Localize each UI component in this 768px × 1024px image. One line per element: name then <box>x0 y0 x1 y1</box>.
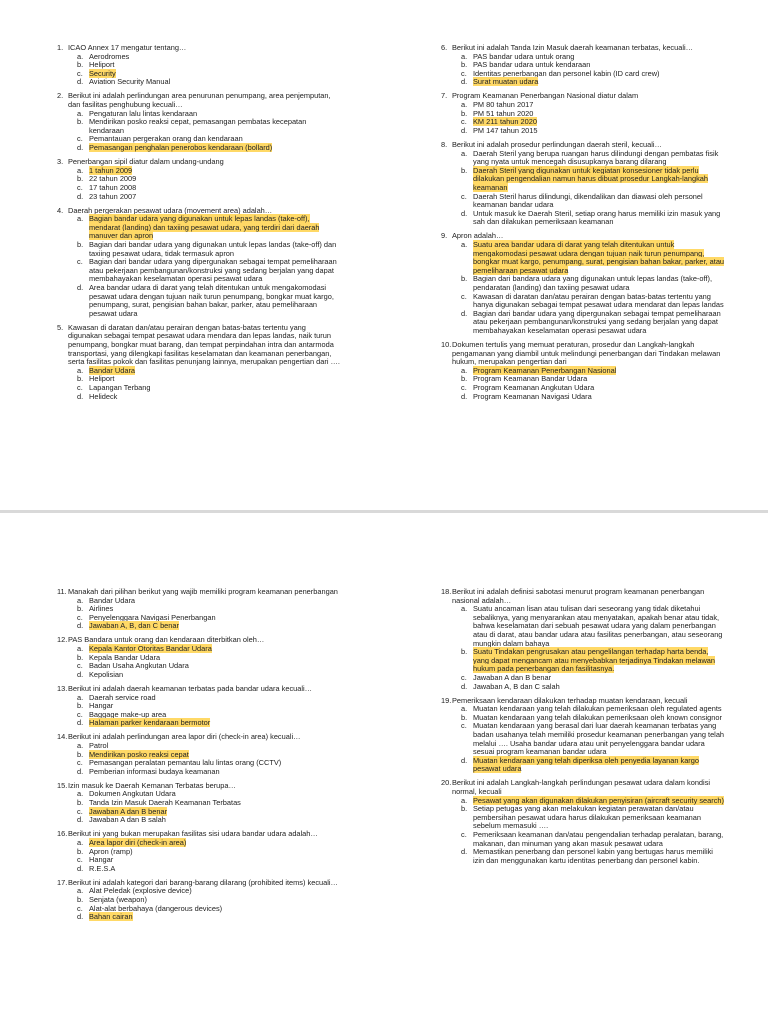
option-text: Setiap petugas yang akan melakukan kegiatan perawatan dan/atau pembersihan pesawat udara harus dilakukan pemeriksaan keamanan sebelum memasuki …. <box>473 804 702 831</box>
option-text: PAS bandar udara untuk orang <box>473 51 575 61</box>
question-item <box>57 158 342 201</box>
answer-option-highlighted <box>461 241 726 275</box>
option-letter: b. <box>77 846 84 856</box>
question-item <box>441 779 726 865</box>
option-letter: b. <box>77 60 84 70</box>
page2-left-column <box>57 588 342 927</box>
option-text: Pemberian informasi budaya keamanan <box>89 766 220 776</box>
option-text: Bagian bandar udara yang digunakan untuk lepas landas (take-off), mendarat (landing) dan taxiing pesawat udara, yang terdiri dari daerah manuver dan apron <box>89 214 320 241</box>
answer-options <box>441 605 726 691</box>
option-text: Bandar Udara <box>89 595 136 605</box>
question-item <box>57 636 342 679</box>
option-letter: d. <box>77 863 84 873</box>
option-letter: a. <box>461 704 468 714</box>
option-text: Penyelenggara Navigasi Penerbangan <box>89 612 216 622</box>
question-number: 10. <box>441 340 452 349</box>
answer-option-highlighted <box>77 913 342 922</box>
answer-options <box>57 53 342 87</box>
option-text: Jawaban A dan B salah <box>89 815 166 825</box>
answer-options <box>57 790 342 824</box>
question-text: Dokumen tertulis yang memuat peraturan, prosedur dan Langkah-langkah pengamanan yang diambil untuk melindungi penerbangan dari Tindakan melawan hukum, merupakan pengertian dari <box>452 340 721 367</box>
answer-option <box>461 605 726 648</box>
question-item <box>57 782 342 825</box>
answer-option <box>461 150 726 167</box>
option-letter: b. <box>77 117 84 127</box>
question-number: 2. <box>57 91 64 101</box>
question-number: 14. <box>57 732 68 742</box>
option-text: Hangar <box>89 855 114 865</box>
option-letter: b. <box>77 374 84 384</box>
option-letter: d. <box>461 208 468 218</box>
option-letter: c. <box>77 661 83 671</box>
option-letter: c. <box>77 806 83 816</box>
answer-option-highlighted <box>461 167 726 193</box>
option-letter: c. <box>461 117 467 127</box>
option-text: Program Keamanan Penerbangan Nasional <box>473 365 617 375</box>
answer-option <box>77 848 342 857</box>
answer-options <box>441 53 726 87</box>
answer-options <box>57 645 342 679</box>
option-letter: d. <box>461 391 468 401</box>
option-letter: b. <box>461 712 468 722</box>
answer-options <box>57 215 342 318</box>
option-letter: a. <box>77 51 84 61</box>
answer-options <box>441 705 726 774</box>
option-text: Suatu area bandar udara di darat yang telah ditentukan untuk mengakomodasi pesawat udara dengan tujuan naik turun penumpang, bongkar muat kargo, penumpang, surat, pengisian bahan bakar, parker, atau pemeliharaan pesawat udara <box>473 239 725 275</box>
question-text: Apron adalah… <box>452 231 504 241</box>
option-text: Daerah service road <box>89 692 156 702</box>
question-item <box>57 92 342 152</box>
option-text: Badan Usaha Angkutan Udara <box>89 661 189 671</box>
option-text: Muatan kendaraan yang telah dilakukan pemeriksaan oleh known consignor <box>473 712 722 722</box>
option-text: PM 80 tahun 2017 <box>473 100 534 110</box>
question-item <box>441 232 726 335</box>
option-text: Bahan cairan <box>89 912 133 922</box>
question-header <box>57 324 342 367</box>
question-item <box>57 685 342 728</box>
option-text: PM 51 tahun 2020 <box>473 108 534 118</box>
question-item <box>441 341 726 401</box>
option-letter: a. <box>461 795 468 805</box>
answer-option <box>461 193 726 210</box>
option-letter: b. <box>461 374 468 384</box>
option-letter: d. <box>77 912 84 922</box>
option-letter: a. <box>461 100 468 110</box>
question-text: PAS Bandara untuk orang dan kendaraan diterbitkan oleh… <box>68 635 265 645</box>
question-text: Berikut ini adalah kategori dari barang-barang dilarang (prohibited items) kecuali… <box>68 877 338 887</box>
option-text: Muatan kendaraan yang berasal dari luar daerah keamanan terbatas yang badan usahanya telah memiliki prosedur keamanan penerbangan yang telah melalui …. Usaha bandar udara atau unit penyelenggara bandar udara sesuai program keamanan bandar udara <box>473 721 725 757</box>
option-text: Bagian dari bandar udara yang dipergunakan sebagai tempat pemeliharaan atau pekerjaan pembangunan/konstruksi yang sedang berjalan yang dapat membahayakan keselamatan operasi pesawat udara <box>89 257 337 284</box>
question-item <box>57 879 342 922</box>
option-text: Area bandar udara di darat yang telah ditentukan untuk mengakomodasi pesawat udara dengan tujuan naik turun penumpang, bongkar muat kargo, penumpang, surat, pengisian bahan bakar, parker, atau pemeliharaan pesawat udara <box>89 282 334 318</box>
answer-option-highlighted <box>77 367 342 376</box>
question-header <box>441 341 726 367</box>
option-letter: d. <box>77 669 84 679</box>
option-text: Mendirikan posko reaksi cepat <box>89 749 189 759</box>
question-text: Berikut ini adalah daerah keamanan terbatas pada bandar udara kecuali… <box>68 683 313 693</box>
option-text: Senjata (weapon) <box>89 895 147 904</box>
option-text: Kawasan di daratan dan/atau perairan dengan batas-batas tertentu yang hanya digunakan sebagai tempat pesawat udara mendarat dan lepas landas <box>473 291 724 310</box>
answer-option <box>77 856 342 865</box>
option-text: Dokumen Angkutan Udara <box>89 789 176 799</box>
answer-options <box>441 241 726 336</box>
question-number: 3. <box>57 157 64 167</box>
question-number: 7. <box>441 91 448 101</box>
option-letter: b. <box>461 274 468 284</box>
document-page-2 <box>0 512 768 1024</box>
option-text: Muatan kendaraan yang telah diperiksa oleh penyedia layanan kargo pesawat udara <box>473 755 699 774</box>
option-text: Alat Peledak (explosive device) <box>89 886 192 896</box>
question-number: 20. <box>441 778 452 788</box>
option-text: Pesawat yang akan digunakan dilakukan penyisiran (aircraft security search) <box>473 795 725 805</box>
answer-option <box>77 258 342 284</box>
option-text: PAS bandar udara untuk kendaraan <box>473 60 591 70</box>
question-number: 5. <box>57 322 64 332</box>
answer-option <box>461 127 726 136</box>
option-letter: c. <box>461 191 467 201</box>
question-number: 15. <box>57 780 68 790</box>
question-number: 11. <box>57 587 67 596</box>
option-letter: c. <box>77 182 83 192</box>
answer-options <box>57 742 342 776</box>
option-letter: b. <box>77 174 84 184</box>
option-text: Pemasangan penghalan penerobos kendaraan (bollard) <box>89 143 273 153</box>
page1-left-column <box>57 44 342 407</box>
question-text: Berikut ini yang bukan merupakan fasilitas sisi udara bandar udara adalah… <box>68 829 318 839</box>
option-text: PM 147 tahun 2015 <box>473 125 538 135</box>
option-text: 22 tahun 2009 <box>89 174 137 184</box>
answer-option <box>77 284 342 318</box>
question-item <box>57 733 342 776</box>
option-letter: c. <box>77 134 83 144</box>
option-letter: c. <box>77 709 83 719</box>
question-number: 13. <box>57 683 68 693</box>
option-text: Pemantauan pergerakan orang dan kendaraan <box>89 134 243 144</box>
option-text: Muatan kendaraan yang telah dilakukan pemeriksaan oleh regulated agents <box>473 704 722 714</box>
option-letter: a. <box>461 365 468 375</box>
question-item <box>441 141 726 227</box>
option-text: Tanda Izin Masuk Daerah Keamanan Terbatas <box>89 798 241 808</box>
option-letter: d. <box>461 847 468 857</box>
option-letter: c. <box>461 721 467 731</box>
answer-option-highlighted <box>77 144 342 153</box>
question-number: 1. <box>57 43 64 52</box>
option-letter: a. <box>77 741 84 750</box>
option-letter: b. <box>77 652 84 662</box>
question-item <box>57 44 342 87</box>
answer-option <box>77 597 342 606</box>
answer-option-highlighted <box>461 78 726 87</box>
option-text: Kepala Bandar Udara <box>89 652 161 662</box>
question-number: 19. <box>441 695 452 705</box>
question-item <box>441 588 726 691</box>
question-header <box>441 588 726 605</box>
option-text: Apron (ramp) <box>89 846 133 856</box>
option-letter: a. <box>77 692 84 702</box>
option-letter: b. <box>77 895 84 904</box>
option-letter: c. <box>77 612 83 622</box>
question-text: Manakah dari pilihan berikut yang wajib memiliki program keamanan penerbangan <box>68 587 338 596</box>
answer-options <box>57 167 342 201</box>
answer-options <box>441 797 726 866</box>
question-number: 4. <box>57 205 64 215</box>
question-number: 18. <box>441 587 452 596</box>
option-letter: a. <box>77 789 84 799</box>
option-letter: d. <box>461 681 468 691</box>
answer-options <box>441 367 726 401</box>
option-letter: a. <box>77 886 84 896</box>
option-letter: b. <box>77 798 84 808</box>
option-text: Bandar Udara <box>89 365 136 375</box>
option-letter: a. <box>461 51 468 61</box>
answer-option <box>77 78 342 87</box>
option-text: Bagian dari bandar udara yang digunakan untuk lepas landas (take-off) dan taxiing pesawat udara, tidak termasuk apron <box>89 239 337 258</box>
option-letter: b. <box>77 701 84 711</box>
answer-option-highlighted <box>461 648 726 674</box>
question-number: 6. <box>441 43 448 52</box>
answer-options <box>57 839 342 873</box>
option-text: Lapangan Terbang <box>89 382 151 392</box>
answer-option <box>461 293 726 310</box>
option-letter: d. <box>77 718 84 728</box>
option-letter: b. <box>461 804 468 814</box>
question-text: Berikut ini adalah Tanda Izin Masuk daerah keamanan terbatas, kecuali… <box>452 43 694 52</box>
question-text: Kawasan di daratan dan/atau perairan dengan batas-batas tertentu yang digunakan sebagai tempat pesawat udara mendara dan lepas landas, naik turun penumpang, bongkar muat barang, dan tempat perpindahan intra dan antarmoda transportasi, yang dilengkapi fasilitas keselamatan dan keamanan penerbangan, serta fasilitas pokok dan fasilitas penunjang lainnya, merupakan pengertian dari …. <box>68 322 340 367</box>
option-text: Surat muatan udara <box>473 77 539 87</box>
option-letter: b. <box>77 239 84 249</box>
option-letter: a. <box>77 595 84 605</box>
option-text: Suatu Tindakan pengrusakan atau pengelilangan terhadap harta benda, yang dapat mengancam atau menyebabkan terjadinya Tindakan melawan hukum pada penerbangan dan fasilitasnya. <box>473 647 715 674</box>
answer-option-highlighted <box>77 622 342 631</box>
option-text: Patrol <box>89 741 109 750</box>
option-text: Memastikan penerbang dan personel kabin yang bertugas harus memiliki izin dan menggunakan kartu identitas penerbang dan personel kabin. <box>473 847 713 865</box>
option-text: Baggage make-up area <box>89 709 167 719</box>
option-text: Daerah Steril harus dilindungi, dikendalikan dan diawasi oleh personel keamanan bandar udara <box>473 191 703 210</box>
option-letter: a. <box>77 165 84 175</box>
question-text: Berikut ini adalah prosedur perlindungan daerah steril, kecuali… <box>452 139 662 149</box>
option-text: Mendirikan posko reaksi cepat, pemasangan pembatas kecepatan kendaraan <box>89 117 307 135</box>
question-item <box>57 207 342 319</box>
answer-option <box>461 722 726 756</box>
option-letter: d. <box>461 308 468 318</box>
option-text: Hangar <box>89 701 114 711</box>
answer-option <box>77 241 342 258</box>
answer-option-highlighted <box>461 757 726 774</box>
option-text: Suatu ancaman lisan atau tulisan dari seseorang yang tidak diketahui sebaliknya, yang menyarankan atau menyatakan, apakah benar atau tidak, bahwa keselamatan dari sebuah pesawat udara yang dalam penerbangan atau di darat, atau bandar udara atau fasilitas penerbangan, atau seseorang mungkin dalam bahaya <box>473 604 723 648</box>
option-letter: a. <box>77 644 84 654</box>
option-text: Identitas penerbangan dan personel kabin (ID card crew) <box>473 68 660 78</box>
option-text: Program Keamanan Angkutan Udara <box>473 382 595 392</box>
option-text: Aerodromes <box>89 51 130 61</box>
option-text: 17 tahun 2008 <box>89 182 137 192</box>
question-number: 8. <box>441 139 448 149</box>
option-letter: d. <box>461 77 468 87</box>
option-text: Program Keamanan Navigasi Udara <box>473 391 592 401</box>
question-text: Pemeriksaan kendaraan dilakukan terhadap muatan kendaraan, kecuali <box>452 695 688 705</box>
option-text: Security <box>89 68 116 78</box>
option-text: Daerah Steril yang digunakan untuk kegiatan konsesioner tidak perlu dilakukan pengendalian namun harus dibuat prosedur Langkah-langkah keamanan <box>473 165 709 192</box>
option-letter: d. <box>77 621 84 631</box>
option-letter: c. <box>461 68 467 78</box>
question-item <box>441 697 726 774</box>
option-letter: c. <box>77 68 83 78</box>
option-letter: a. <box>77 108 84 118</box>
answer-option <box>77 694 342 703</box>
option-text: Daerah Steril yang berupa ruangan harus dilindungi dengan pembatas fisik yang nyata untuk mencegah disusupkanya barang dilarang <box>473 148 719 167</box>
option-letter: a. <box>77 214 84 224</box>
option-letter: a. <box>77 365 84 375</box>
answer-option <box>461 310 726 336</box>
option-letter: c. <box>461 672 467 682</box>
option-letter: c. <box>77 382 83 392</box>
option-text: Program Keamanan Bandar Udara <box>473 374 588 384</box>
answer-options <box>441 101 726 135</box>
option-text: Helideck <box>89 391 118 401</box>
option-letter: a. <box>461 604 468 614</box>
question-item <box>57 830 342 873</box>
answer-option <box>461 683 726 692</box>
option-letter: b. <box>461 165 468 175</box>
option-text: Heliport <box>89 60 115 70</box>
option-text: Jawaban A dan B benar <box>473 672 552 682</box>
question-text: Berikut ini adalah Langkah-langkah perlindungan pesawat udara dalam kondisi normal, kecuali <box>452 778 711 797</box>
answer-options <box>57 110 342 153</box>
answer-options <box>57 367 342 401</box>
option-text: KM 211 tahun 2020 <box>473 117 537 127</box>
answer-option <box>77 61 342 70</box>
answer-option-highlighted <box>77 215 342 241</box>
option-text: Airlines <box>89 604 114 614</box>
question-header <box>441 779 726 796</box>
option-text: Alat-alat berbahaya (dangerous devices) <box>89 903 223 913</box>
answer-options <box>57 887 342 921</box>
option-text: Area lapor diri (check-in area) <box>89 837 187 847</box>
option-letter: d. <box>461 755 468 765</box>
option-text: R.E.S.A <box>89 863 116 873</box>
question-text: Penerbangan sipil diatur dalam undang-undang <box>68 157 224 167</box>
option-letter: b. <box>461 108 468 118</box>
option-letter: b. <box>461 647 468 657</box>
option-letter: d. <box>77 815 84 825</box>
option-letter: d. <box>77 391 84 401</box>
option-letter: c. <box>461 830 467 840</box>
answer-option <box>461 393 726 402</box>
question-item <box>441 92 726 135</box>
option-letter: c. <box>77 257 83 267</box>
answer-option <box>77 865 342 874</box>
question-text: ICAO Annex 17 mengatur tentang… <box>68 43 187 52</box>
option-letter: c. <box>461 382 467 392</box>
answer-option <box>461 848 726 865</box>
question-text: Berikut ini adalah perlindungan area lapor diri (check-in area) kecuali… <box>68 732 301 742</box>
option-text: Aviation Security Manual <box>89 77 171 87</box>
option-text: 1 tahun 2009 <box>89 165 133 175</box>
question-text: Berikut ini adalah perlindungan area penurunan penumpang, area penjemputan, dan fasilitas penghubung kecuali… <box>68 91 331 110</box>
option-text: Pemasangan peralatan pemantau lalu lintas orang (CCTV) <box>89 758 282 768</box>
question-text: Daerah pergerakan pesawat udara (movement area) adalah… <box>68 205 273 215</box>
option-text: Kepolisian <box>89 669 124 679</box>
option-letter: d. <box>77 143 84 153</box>
option-text: Pemeriksaan keamanan dan/atau pengendalian terhadap peralatan, barang, makanan, dan minuman yang akan masuk pesawat udara <box>473 830 724 848</box>
answer-option <box>461 831 726 848</box>
question-item <box>57 324 342 401</box>
answer-option <box>77 671 342 680</box>
option-letter: b. <box>77 604 84 614</box>
answer-option-highlighted <box>77 719 342 728</box>
answer-option <box>461 805 726 831</box>
question-number: 12. <box>57 635 68 645</box>
option-letter: b. <box>77 749 84 759</box>
answer-option <box>77 53 342 62</box>
option-letter: d. <box>461 125 468 135</box>
question-number: 16. <box>57 829 68 839</box>
answer-option <box>461 275 726 292</box>
question-text: Program Keamanan Penerbangan Nasional diatur dalam <box>452 91 639 101</box>
option-letter: a. <box>77 837 84 847</box>
page1-right-column <box>441 44 726 407</box>
option-text: Untuk masuk ke Daerah Steril, setiap orang harus memiliki izin masuk yang sah dan dilakukan pemeriksaan keamanan <box>473 208 721 227</box>
question-text: Berikut ini adalah definisi sabotasi menurut program keamanan penerbangan nasional adalah… <box>452 587 705 605</box>
option-letter: a. <box>461 239 468 249</box>
answer-options <box>57 597 342 631</box>
option-letter: c. <box>461 291 467 301</box>
question-header <box>57 92 342 109</box>
answer-option <box>77 193 342 202</box>
option-letter: d. <box>77 766 84 776</box>
question-number: 17. <box>57 877 68 887</box>
option-text: Jawaban A, B, dan C benar <box>89 621 179 631</box>
option-text: Bagian dari bandara udara yang digunakan untuk lepas landas (take-off), pendaratan (landing) dan taxiing pesawat udara <box>473 274 712 292</box>
question-item <box>57 588 342 631</box>
question-number: 9. <box>441 231 448 241</box>
option-letter: a. <box>461 148 468 158</box>
option-text: Kepala Kantor Otoritas Bandar Udara <box>89 644 212 654</box>
question-text: Izin masuk ke Daerah Kemanan Terbatas berupa… <box>68 780 236 790</box>
question-item <box>441 44 726 87</box>
option-text: Bagian dari bandar udara yang dipergunakan sebagai tempat pemeliharaan atau pekerjaan pembangunan/konstruksi yang sedang berjalan yang dapat membahayakan keselamatan operasi pesawat udara <box>473 308 721 335</box>
option-letter: d. <box>77 191 84 201</box>
option-text: Heliport <box>89 374 115 384</box>
option-text: Jawaban A dan B benar <box>89 806 168 816</box>
answer-options <box>441 150 726 227</box>
answer-option <box>77 816 342 825</box>
option-letter: c. <box>77 855 83 865</box>
page2-right-column <box>441 588 726 871</box>
answer-option <box>77 768 342 777</box>
option-text: Halaman parker kendaraan bermotor <box>89 718 211 728</box>
option-text: 23 tahun 2007 <box>89 191 137 201</box>
answer-option <box>77 393 342 402</box>
answer-option <box>77 118 342 135</box>
option-letter: b. <box>461 60 468 70</box>
option-letter: c. <box>77 903 83 913</box>
option-letter: c. <box>77 758 83 768</box>
option-letter: d. <box>77 77 84 87</box>
answer-option <box>461 210 726 227</box>
option-text: Jawaban A, B dan C salah <box>473 681 560 691</box>
answer-options <box>57 694 342 728</box>
option-letter: d. <box>77 282 84 292</box>
option-text: Pengaturan lalu lintas kendaraan <box>89 108 198 118</box>
